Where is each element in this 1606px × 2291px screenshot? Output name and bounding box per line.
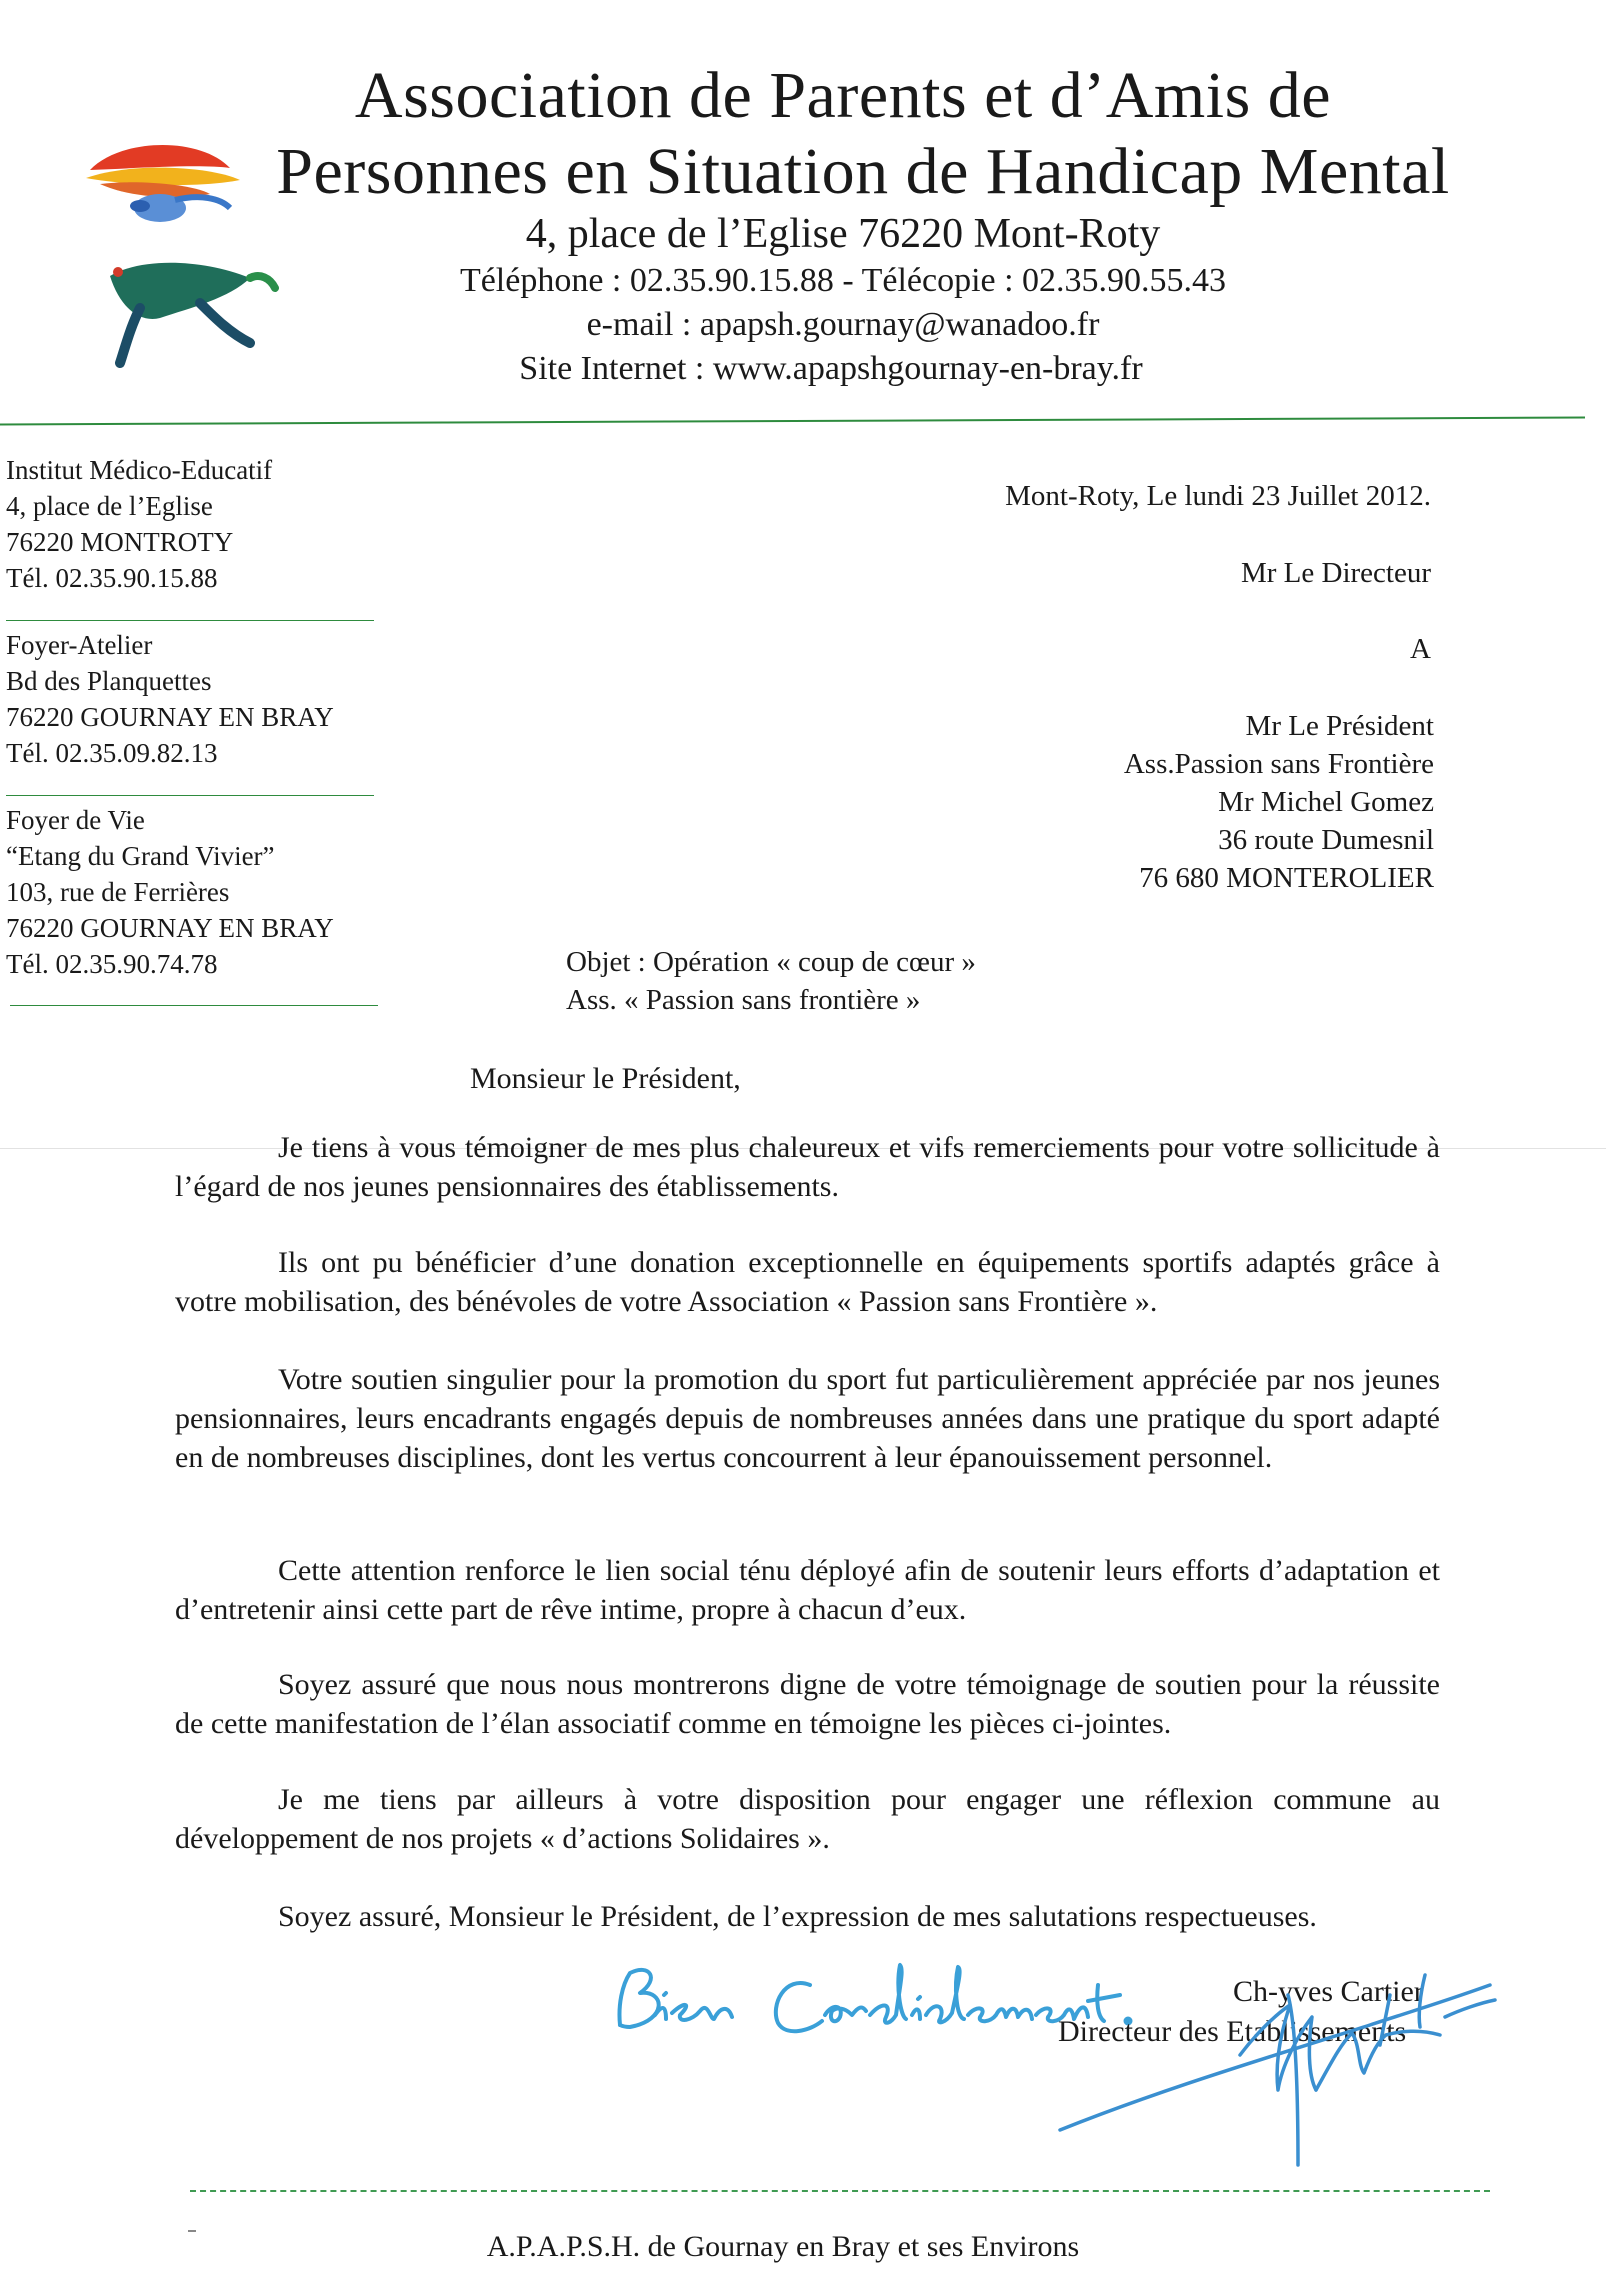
recipient-line: Mr Michel Gomez — [1218, 786, 1434, 818]
association-website: Site Internet : www.apapshgournay-en-bray.fr — [519, 350, 1143, 387]
body-paragraph: Je tiens à vous témoigner de mes plus chaleureux et vifs remerciements pour votre sollicitude à l’égard de nos jeunes pensionnaires des établissements. — [175, 1131, 1440, 1203]
body-paragraph: Ils ont pu bénéficier d’une donation exceptionnelle en équipements sportifs adaptés grâce à votre mobilisation, des bénévoles de votre Association « Passion sans Frontière ». — [175, 1246, 1440, 1318]
establishment-line: Foyer-Atelier — [6, 630, 153, 660]
association-phone-fax: Téléphone : 02.35.90.15.88 - Télécopie : 02.35.90.55.43 — [459, 262, 1227, 299]
subject-line1: Objet : Opération « coup de cœur » — [566, 946, 976, 978]
establishment-divider — [6, 795, 374, 796]
to-marker: A — [1410, 633, 1431, 665]
header-divider — [0, 417, 1585, 426]
body-paragraph: Je me tiens par ailleurs à votre disposition pour engager une réflexion commune au développement de nos projets « d’actions Solidaires ». — [175, 1783, 1440, 1855]
recipient-line: Mr Le Président — [1245, 710, 1434, 742]
establishment-divider — [6, 620, 374, 621]
signature — [1040, 1955, 1500, 2180]
establishment-line: 76220 GOURNAY EN BRAY — [6, 913, 334, 943]
body-paragraph: Soyez assuré, Monsieur le Président, de l’expression de mes salutations respectueuses. — [278, 1900, 1317, 1933]
association-name-line1: Association de Parents et d’Amis de — [354, 59, 1332, 132]
establishment-divider — [10, 1005, 378, 1006]
recipient-line: 36 route Dumesnil — [1218, 824, 1434, 856]
place-date: Mont-Roty, Le lundi 23 Juillet 2012. — [1005, 480, 1431, 512]
recipient-line: Ass.Passion sans Frontière — [1123, 748, 1434, 780]
establishment-line: Institut Médico-Educatif — [6, 455, 273, 485]
establishment-foyer-atelier — [6, 627, 334, 771]
establishment-line: Tél. 02.35.90.15.88 — [6, 563, 218, 593]
establishment-line: 103, rue de Ferrières — [6, 877, 230, 907]
association-address: 4, place de l’Eglise 76220 Mont-Roty — [525, 211, 1161, 257]
establishment-line: Bd des Planquettes — [6, 666, 212, 696]
signatory-title: Directeur des Etablissements — [1058, 2015, 1407, 2048]
establishment-ime — [6, 452, 272, 596]
footer-association-name: A.P.A.P.S.H. de Gournay en Bray et ses Environs — [486, 2230, 1080, 2263]
establishment-line: 4, place de l’Eglise — [6, 491, 213, 521]
establishment-line: Tél. 02.35.09.82.13 — [6, 738, 218, 768]
salutation: Monsieur le Président, — [470, 1062, 741, 1095]
signatory-name: Ch-yves Cartier — [1233, 1975, 1424, 2008]
subject-line2: Ass. « Passion sans frontière » — [566, 984, 921, 1016]
sender: Mr Le Directeur — [1240, 557, 1431, 589]
establishment-line: 76220 GOURNAY EN BRAY — [6, 702, 334, 732]
establishment-line: Tél. 02.35.90.74.78 — [6, 949, 218, 979]
establishment-line: 76220 MONTROTY — [6, 527, 234, 557]
body-paragraph: Votre soutien singulier pour la promotion du sport fut particulièrement appréciée par nos jeunes pensionnaires, leurs encadrants engagés depuis de nombreuses années dans une pratique du sport adapté en de nombreuses disciplines, dont les vertus concourrent à leur épanouissement personnel. — [175, 1363, 1440, 1474]
footer-divider — [190, 2190, 1490, 2192]
body-paragraph: Soyez assuré que nous nous montrerons digne de votre témoignage de soutien pour la réussite de cette manifestation de l’élan associatif comme en témoigne les pièces ci-jointes. — [175, 1668, 1440, 1740]
establishment-line: Foyer de Vie — [6, 805, 145, 835]
association-name-line2: Personnes en Situation de Handicap Mental — [276, 135, 1450, 208]
recipient-line: 76 680 MONTEROLIER — [1139, 862, 1434, 894]
body-paragraph: Cette attention renforce le lien social ténu déployé afin de soutenir leurs efforts d’adaptation et d’entretenir ainsi cette part de rêve intime, propre à chacun d’eux. — [175, 1554, 1440, 1626]
association-email: e-mail : apapsh.gournay@wanadoo.fr — [586, 306, 1100, 343]
establishment-line: “Etang du Grand Vivier” — [6, 841, 275, 871]
establishment-foyer-de-vie — [6, 802, 334, 982]
